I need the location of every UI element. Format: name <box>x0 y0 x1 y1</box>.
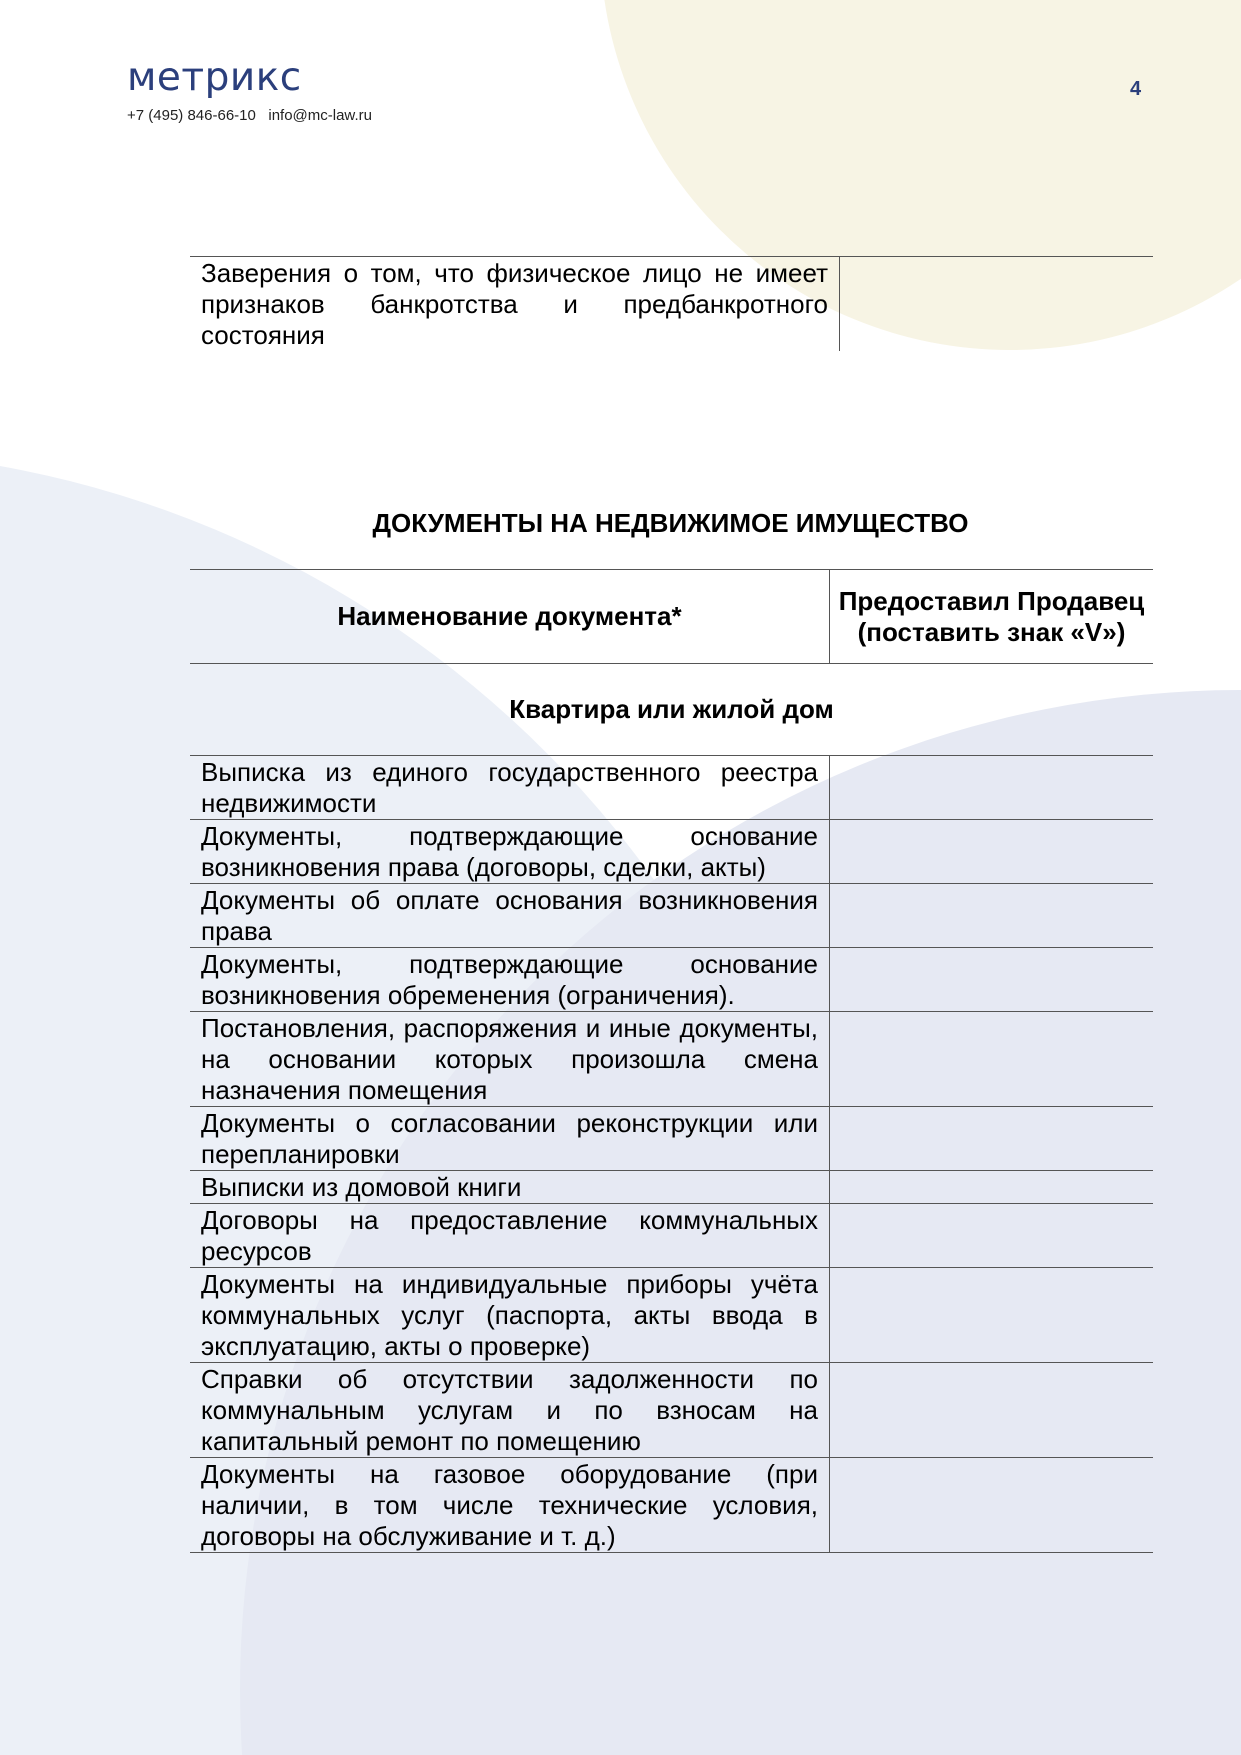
section-title: ДОКУМЕНТЫ НА НЕДВИЖИМОЕ ИМУЩЕСТВО <box>372 508 969 538</box>
phone-number: +7 (495) 846-66-10 <box>127 107 256 124</box>
table-row <box>190 820 1153 884</box>
document-name-cell: Выписка из единого государственного реестра недвижимости <box>190 756 830 820</box>
real-estate-documents-table <box>190 569 1153 1553</box>
table-row <box>190 948 1153 1012</box>
table-row <box>190 1458 1153 1553</box>
table-row <box>190 756 1153 820</box>
document-name-cell: Документы о согласовании реконструкции или перепланировки <box>190 1107 830 1171</box>
document-name-cell: Заверения о том, что физическое лицо не имеет признаков банкротства и предбанкротного состояния <box>190 257 840 352</box>
seller-mark-cell[interactable] <box>840 257 1154 352</box>
table-row <box>190 257 1153 352</box>
seller-mark-cell[interactable] <box>830 1458 1154 1553</box>
table-row <box>190 1268 1153 1363</box>
seller-mark-cell[interactable] <box>830 1268 1154 1363</box>
table-row <box>190 884 1153 948</box>
table-row <box>190 1107 1153 1171</box>
seller-mark-cell[interactable] <box>830 948 1154 1012</box>
table-row <box>190 1012 1153 1107</box>
table-row <box>190 1171 1153 1204</box>
table-header-row <box>190 570 1153 664</box>
table-row <box>190 1204 1153 1268</box>
document-name-cell: Документы на индивидуальные приборы учёта коммунальных услуг (паспорта, акты ввода в эксплуатацию, акты о проверке) <box>190 1268 830 1363</box>
subheader-apartment-or-house: Квартира или жилой дом <box>509 694 834 724</box>
seller-mark-cell[interactable] <box>830 756 1154 820</box>
document-name-cell: Документы, подтверждающие основание возникновения права (договоры, сделки, акты) <box>190 820 830 884</box>
subheader-row <box>190 664 1153 756</box>
document-name-cell: Постановления, распоряжения и иные документы, на основании которых произошла смена назначения помещения <box>190 1012 830 1107</box>
seller-mark-cell[interactable] <box>830 1012 1154 1107</box>
page-number: 4 <box>1130 78 1142 100</box>
contact-info <box>127 107 372 124</box>
seller-mark-cell[interactable] <box>830 1204 1154 1268</box>
column-header-seller-provided: Предоставил Продавец (поставить знак «V») <box>830 570 1154 664</box>
seller-mark-cell[interactable] <box>830 1107 1154 1171</box>
seller-mark-cell[interactable] <box>830 884 1154 948</box>
seller-mark-cell[interactable] <box>830 1171 1154 1204</box>
document-name-cell: Документы об оплате основания возникновения права <box>190 884 830 948</box>
email-address: info@mc-law.ru <box>268 107 372 124</box>
company-logo: метрикс <box>127 55 302 100</box>
document-name-cell: Договоры на предоставление коммунальных ресурсов <box>190 1204 830 1268</box>
table-row <box>190 1363 1153 1458</box>
seller-mark-cell[interactable] <box>830 1363 1154 1458</box>
seller-statements-table <box>190 256 1153 351</box>
document-name-cell: Документы на газовое оборудование (при наличии, в том числе технические условия, договоры на обслуживание и т. д.) <box>190 1458 830 1553</box>
column-header-document-name: Наименование документа* <box>190 570 830 664</box>
document-name-cell: Справки об отсутствии задолженности по коммунальным услугам и по взносам на капитальный ремонт по помещению <box>190 1363 830 1458</box>
seller-mark-cell[interactable] <box>830 820 1154 884</box>
document-name-cell: Документы, подтверждающие основание возникновения обременения (ограничения). <box>190 948 830 1012</box>
document-name-cell: Выписки из домовой книги <box>190 1171 830 1204</box>
